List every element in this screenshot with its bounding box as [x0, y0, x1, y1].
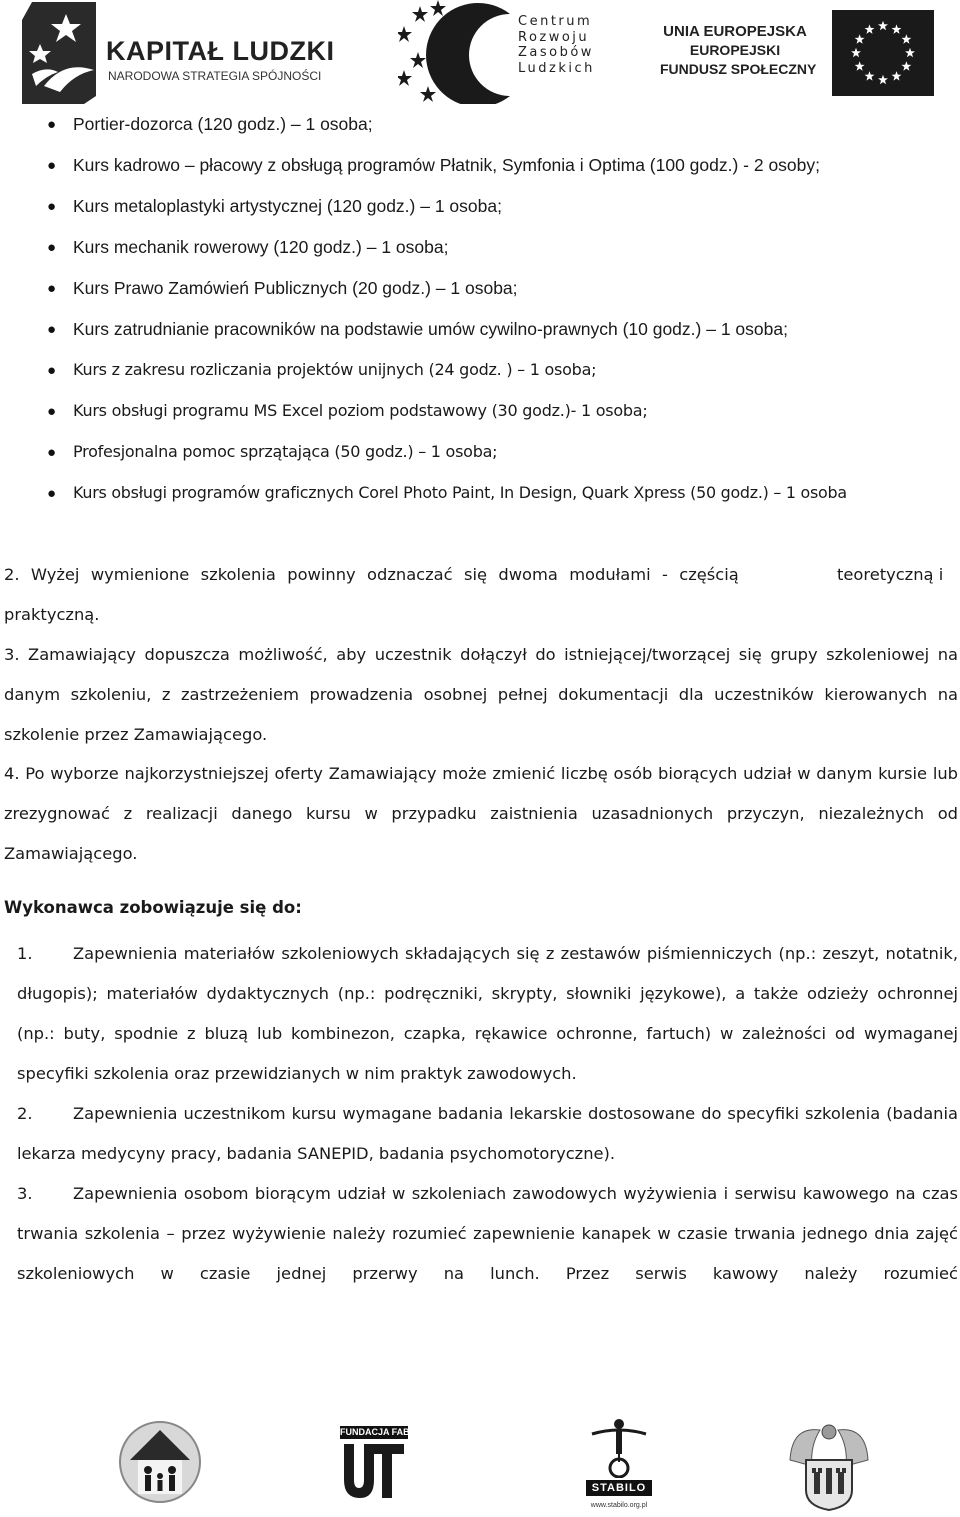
eu-star-icon: [878, 75, 888, 84]
paragraph-2-continued: [4, 595, 304, 635]
obligation-item-3: Zapewnienia osobom biorącym udział w szkoleniach zawodowych wyżywienia i serwisu kawowego na czas trwania szkolenia – przez wyżywienie należy rozumieć zapewnienie kanapek w czasie trwania jednego dnia zajęć szkoleniowych w czasie jednej przerwy na lunch. Przez serwis kawowy należy rozumieć: [17, 1184, 958, 1283]
list-item: [0, 350, 960, 391]
list-item: [0, 104, 960, 145]
eu-star-icon: [905, 48, 915, 57]
obligation-item-2: Zapewnienia uczestnikom kursu wymagane badania lekarskie dostosowane do specyfiki szkolenia (badania lekarza medycyny pracy, badania SANEPID, badania psychomotoryczne).: [17, 1104, 958, 1163]
kapital-ludzki-subtitle: NARODOWA STRATEGIA SPÓJNOŚCI: [108, 69, 322, 83]
list-item-text: Kurs Prawo Zamówień Publicznych (20 godz.) – 1 osoba;: [73, 278, 518, 298]
list-item-text: Kurs obsługi programów graficznych Corel Photo Paint, In Design, Quark Xpress (50 godz.) – 1 osoba: [73, 483, 847, 502]
angel-coat-of-arms-icon: [786, 1420, 872, 1512]
angel-coat-of-arms-logo: [786, 1420, 872, 1512]
list-item: [0, 309, 960, 350]
list-item: [0, 432, 960, 473]
bullet-icon: ●: [47, 362, 57, 379]
ue-line: FUNDUSZ SPOŁECZNY: [660, 61, 817, 77]
crz-line: Ludzkich: [518, 60, 595, 76]
list-item-text: Kurs z zakresu rozliczania projektów unijnych (24 godz. ) – 1 osoba;: [73, 360, 597, 379]
item-number: 3.: [17, 1184, 33, 1203]
fundacja-fabryka-label: FUNDACJA FABRYKA: [340, 1427, 435, 1437]
obligations-heading: Wykonawca zobowiązuje się do:: [4, 898, 302, 917]
kapital-ludzki-logo: [14, 0, 335, 104]
eu-flag-icon: [832, 10, 934, 96]
stabilo-label: STABILO: [586, 1480, 652, 1496]
eu-star-icon: [865, 71, 875, 80]
centrum-rozwoju-text: [518, 14, 595, 76]
eu-star-icon: [851, 48, 861, 57]
eu-star-icon: [892, 24, 902, 33]
bullet-icon: ●: [47, 321, 57, 338]
eu-star-icon: [901, 34, 911, 43]
list-item-text: Kurs mechanik rowerowy (120 godz.) – 1 osoba;: [73, 237, 449, 257]
family-house-logo: [118, 1420, 202, 1504]
family-house-icon: [118, 1420, 202, 1504]
bullet-icon: ●: [47, 485, 57, 502]
bullet-icon: ●: [47, 403, 57, 420]
eu-star-icon: [901, 61, 911, 70]
bullet-icon: ●: [47, 157, 57, 174]
crz-line: Centrum: [518, 14, 593, 29]
paragraph-2-line-1: 2. Wyżej wymienione szkolenia powinny odznaczać się dwoma modułami - częścią: [4, 565, 739, 584]
fabryka-mark-icon: [340, 1440, 408, 1504]
stabilo-logo: [586, 1418, 652, 1514]
list-item: [0, 391, 960, 432]
bullet-icon: ●: [47, 116, 57, 133]
stabilo-url: www.stabilo.org.pl: [590, 1502, 648, 1509]
unia-europejska-text: [660, 22, 817, 79]
list-item-text: Portier-dozorca (120 godz.) – 1 osoba;: [73, 114, 373, 134]
list-item: [0, 227, 960, 268]
paragraph-4: 4. Po wyborze najkorzystniejszej oferty Zamawiający może zmienić liczbę osób biorących udział w danym kursie lub zrezygnować z realizacji danego kursu w przypadku zaistnienia uzasadnionych przyczyn, niezależnych od Zamawiającego.: [4, 764, 958, 863]
ue-line: UNIA EUROPEJSKA: [663, 23, 807, 40]
fundacja-fabryka-logo: [340, 1426, 435, 1504]
list-item: [0, 186, 960, 227]
ue-line: EUROPEJSKI: [689, 42, 781, 58]
unia-europejska-logo: [660, 8, 960, 98]
list-item: [0, 268, 960, 309]
list-item-text: Profesjonalna pomoc sprzątająca (50 godz.) – 1 osoba;: [73, 442, 498, 461]
list-item: [0, 473, 960, 514]
obligation-item-1: Zapewnienia materiałów szkoleniowych składających się z zestawów piśmienniczych (np.: zeszyt, notatnik, długopis); materiałów dydaktycznych (np.: podręczniki, skrypty, słowniki językowe), a także odzieży ochronnej (np.: buty, spodnie z bluzą lub kombinezon, czapka, rękawice ochronne, fartuch) w zależności od wymaganej specyfiki szkolenia oraz przewidzianych w nim praktyk zawodowych.: [17, 944, 958, 1083]
kapital-ludzki-emblem-icon: [14, 0, 106, 104]
eu-star-icon: [855, 61, 865, 70]
paragraph-2-line-2: praktyczną.: [4, 605, 100, 624]
list-item-text: Kurs obsługi programu MS Excel poziom podstawowy (30 godz.)- 1 osoba;: [73, 401, 648, 420]
list-item-text: Kurs zatrudnianie pracowników na podstawie umów cywilno-prawnych (10 godz.) – 1 osoba;: [73, 319, 788, 339]
paragraph-2: [4, 555, 960, 595]
eu-star-icon: [878, 21, 888, 30]
paragraph-2-line-1-end: teoretyczną i: [837, 565, 944, 584]
crescent-stars-icon: [398, 0, 518, 104]
list-item-text: Kurs kadrowo – płacowy z obsługą programów Płatnik, Symfonia i Optima (100 godz.) - 2 osoby;: [73, 155, 821, 175]
eu-star-icon: [892, 71, 902, 80]
item-number: 1.: [17, 944, 33, 963]
paragraph-3: 3. Zamawiający dopuszcza możliwość, aby uczestnik dołączył do istniejącej/tworzącej się grupy szkoleniowej na danym szkoleniu, z zastrzeżeniem prowadzenia osobnej pełnej dokumentacji dla uczestników kierowanych na szkolenie przez Zamawiającego.: [4, 645, 958, 744]
eu-star-icon: [865, 24, 875, 33]
list-item-text: Kurs metaloplastyki artystycznej (120 godz.) – 1 osoba;: [73, 196, 502, 216]
list-item: [0, 145, 960, 186]
kapital-ludzki-title: KAPITAŁ LUDZKI: [106, 36, 335, 66]
centrum-rozwoju-logo: [398, 0, 598, 104]
crz-line: Zasobów: [518, 45, 594, 60]
bullet-icon: ●: [47, 280, 57, 297]
bullet-icon: ●: [47, 239, 57, 256]
crz-line: Rozwoju: [518, 29, 590, 45]
bullet-icon: ●: [47, 444, 57, 461]
bullet-icon: ●: [47, 198, 57, 215]
unicycle-rider-icon: [586, 1418, 652, 1478]
eu-star-icon: [855, 34, 865, 43]
item-number: 2.: [17, 1104, 33, 1123]
